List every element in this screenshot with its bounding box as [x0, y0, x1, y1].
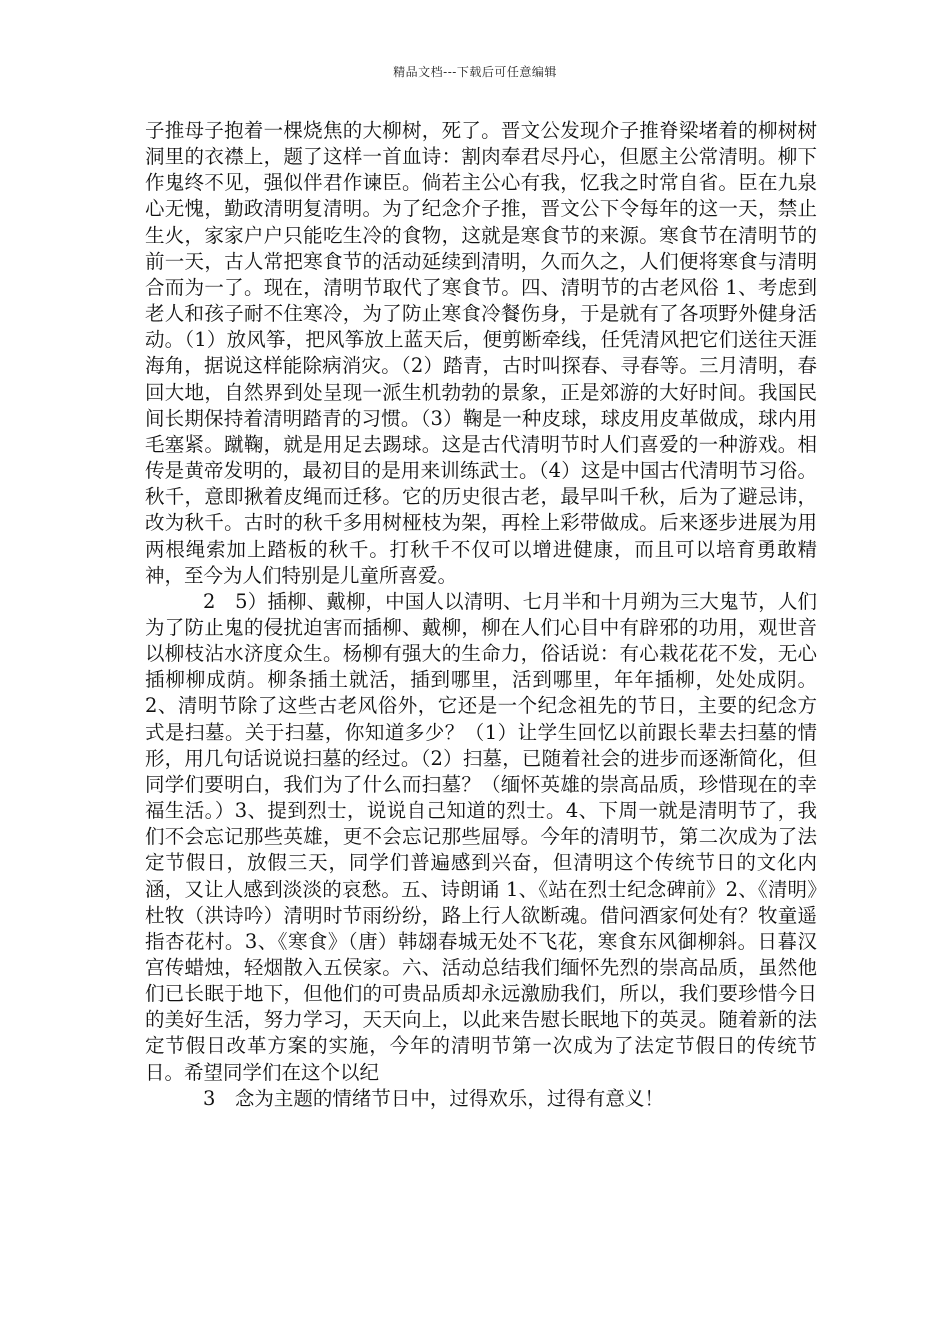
paragraph-2: 2 5）插柳、戴柳，中国人以清明、七月半和十月朔为三大鬼节，人们为了防止鬼的侵扰迫害而插柳、戴柳，柳在人们心目中有辟邪的功用，观世音以柳枝沾水济度众生。杨柳有强大的生命力，俗话说：有心栽花花不发，无心插柳柳成荫。柳条插土就活，插到哪里，活到哪里，年年插柳，处处成阴。2、清明节除了这些古老风俗外，它还是一个纪念祖先的节日，主要的纪念方式是扫墓。关于扫墓，你知道多少？（1）让学生回忆以前跟长辈去扫墓的情形，用几句话说说扫墓的经过。（2）扫墓，已随着社会的进步而逐渐简化，但同学们要明白，我们为了什么而扫墓？（缅怀英雄的崇高品质，珍惜现在的幸福生活。）3、提到烈士，说说自己知道的烈士。4、下周一就是清明节了，我们不会忘记那些英雄，更不会忘记那些屈辱。今年的清明节，第二次成为了法定节假日，放假三天，同学们普遍感到兴奋，但清明这个传统节日的文化内涵，又让人感到淡淡的哀愁。五、诗朗诵 1、《站在烈士纪念碑前》2、《清明》杜牧（洪诗吟）清明时节雨纷纷，路上行人欲断魂。借问酒家何处有？牧童遥指杏花村。3、《寒食》（唐）韩翃春城无处不飞花，寒食东风御柳斜。日暮汉宫传蜡烛，轻烟散入五侯家。六、活动总结我们缅怀先烈的崇高品质，虽然他们已长眠于地下，但他们的可贵品质却永远激励我们，所以，我们要珍惜今日的美好生活，努力学习，天天向上，以此来告慰长眠地下的英灵。随着新的法定节假日改革方案的实施，今年的清明节第一次成为了法定节假日的传统节日。希望同学们在这个以纪	[145, 589, 817, 1084]
paragraph-3: 3 念为主题的情绪节日中，过得欢乐，过得有意义！	[203, 1086, 664, 1110]
paragraph-1: 子推母子抱着一棵烧焦的大柳树，死了。晋文公发现介子推脊梁堵着的柳树树洞里的衣襟上，题了这样一首血诗：割肉奉君尽丹心，但愿主公常清明。柳下作鬼终不见，强似伴君作谏臣。倘若主公心有我，忆我之时常自省。臣在九泉心无愧，勤政清明复清明。为了纪念介子推，晋文公下令每年的这一天，禁止生火，家家户户只能吃生冷的食物，这就是寒食节的来源。寒食节在清明节的前一天，古人常把寒食节的活动延续到清明，久而久之，人们便将寒食与清明合而为一了。现在，清明节取代了寒食节。四、清明节的古老风俗 1、考虑到老人和孩子耐不住寒冷，为了防止寒食冷餐伤身，于是就有了各项野外健身活动。（1）放风筝，把风筝放上蓝天后，便剪断牵线，任凭清风把它们送往天涯海角，据说这样能除病消灾。（2）踏青，古时叫探春、寻春等。三月清明，春回大地，自然界到处呈现一派生机勃勃的景象，正是郊游的大好时间。我国民间长期保持着清明踏青的习惯。（3）鞠是一种皮球，球皮用皮革做成，球内用毛塞紧。蹴鞠，就是用足去踢球。这是古代清明节时人们喜爱的一种游戏。相传是黄帝发明的，最初目的是用来训练武士。（4）这是中国古代清明节习俗。秋千，意即揪着皮绳而迁移。它的历史很古老，最早叫千秋，后为了避忌讳，改为秋千。古时的秋千多用树桠枝为架，再栓上彩带做成。后来逐步进展为用两根绳索加上踏板的秋千。打秋千不仅可以增进健康，而且可以培育勇敢精神，至今为人们特别是儿童所喜爱。	[145, 119, 817, 587]
document-body	[145, 118, 817, 1112]
page-header: 精品文档---下载后可任意编辑	[393, 65, 557, 79]
